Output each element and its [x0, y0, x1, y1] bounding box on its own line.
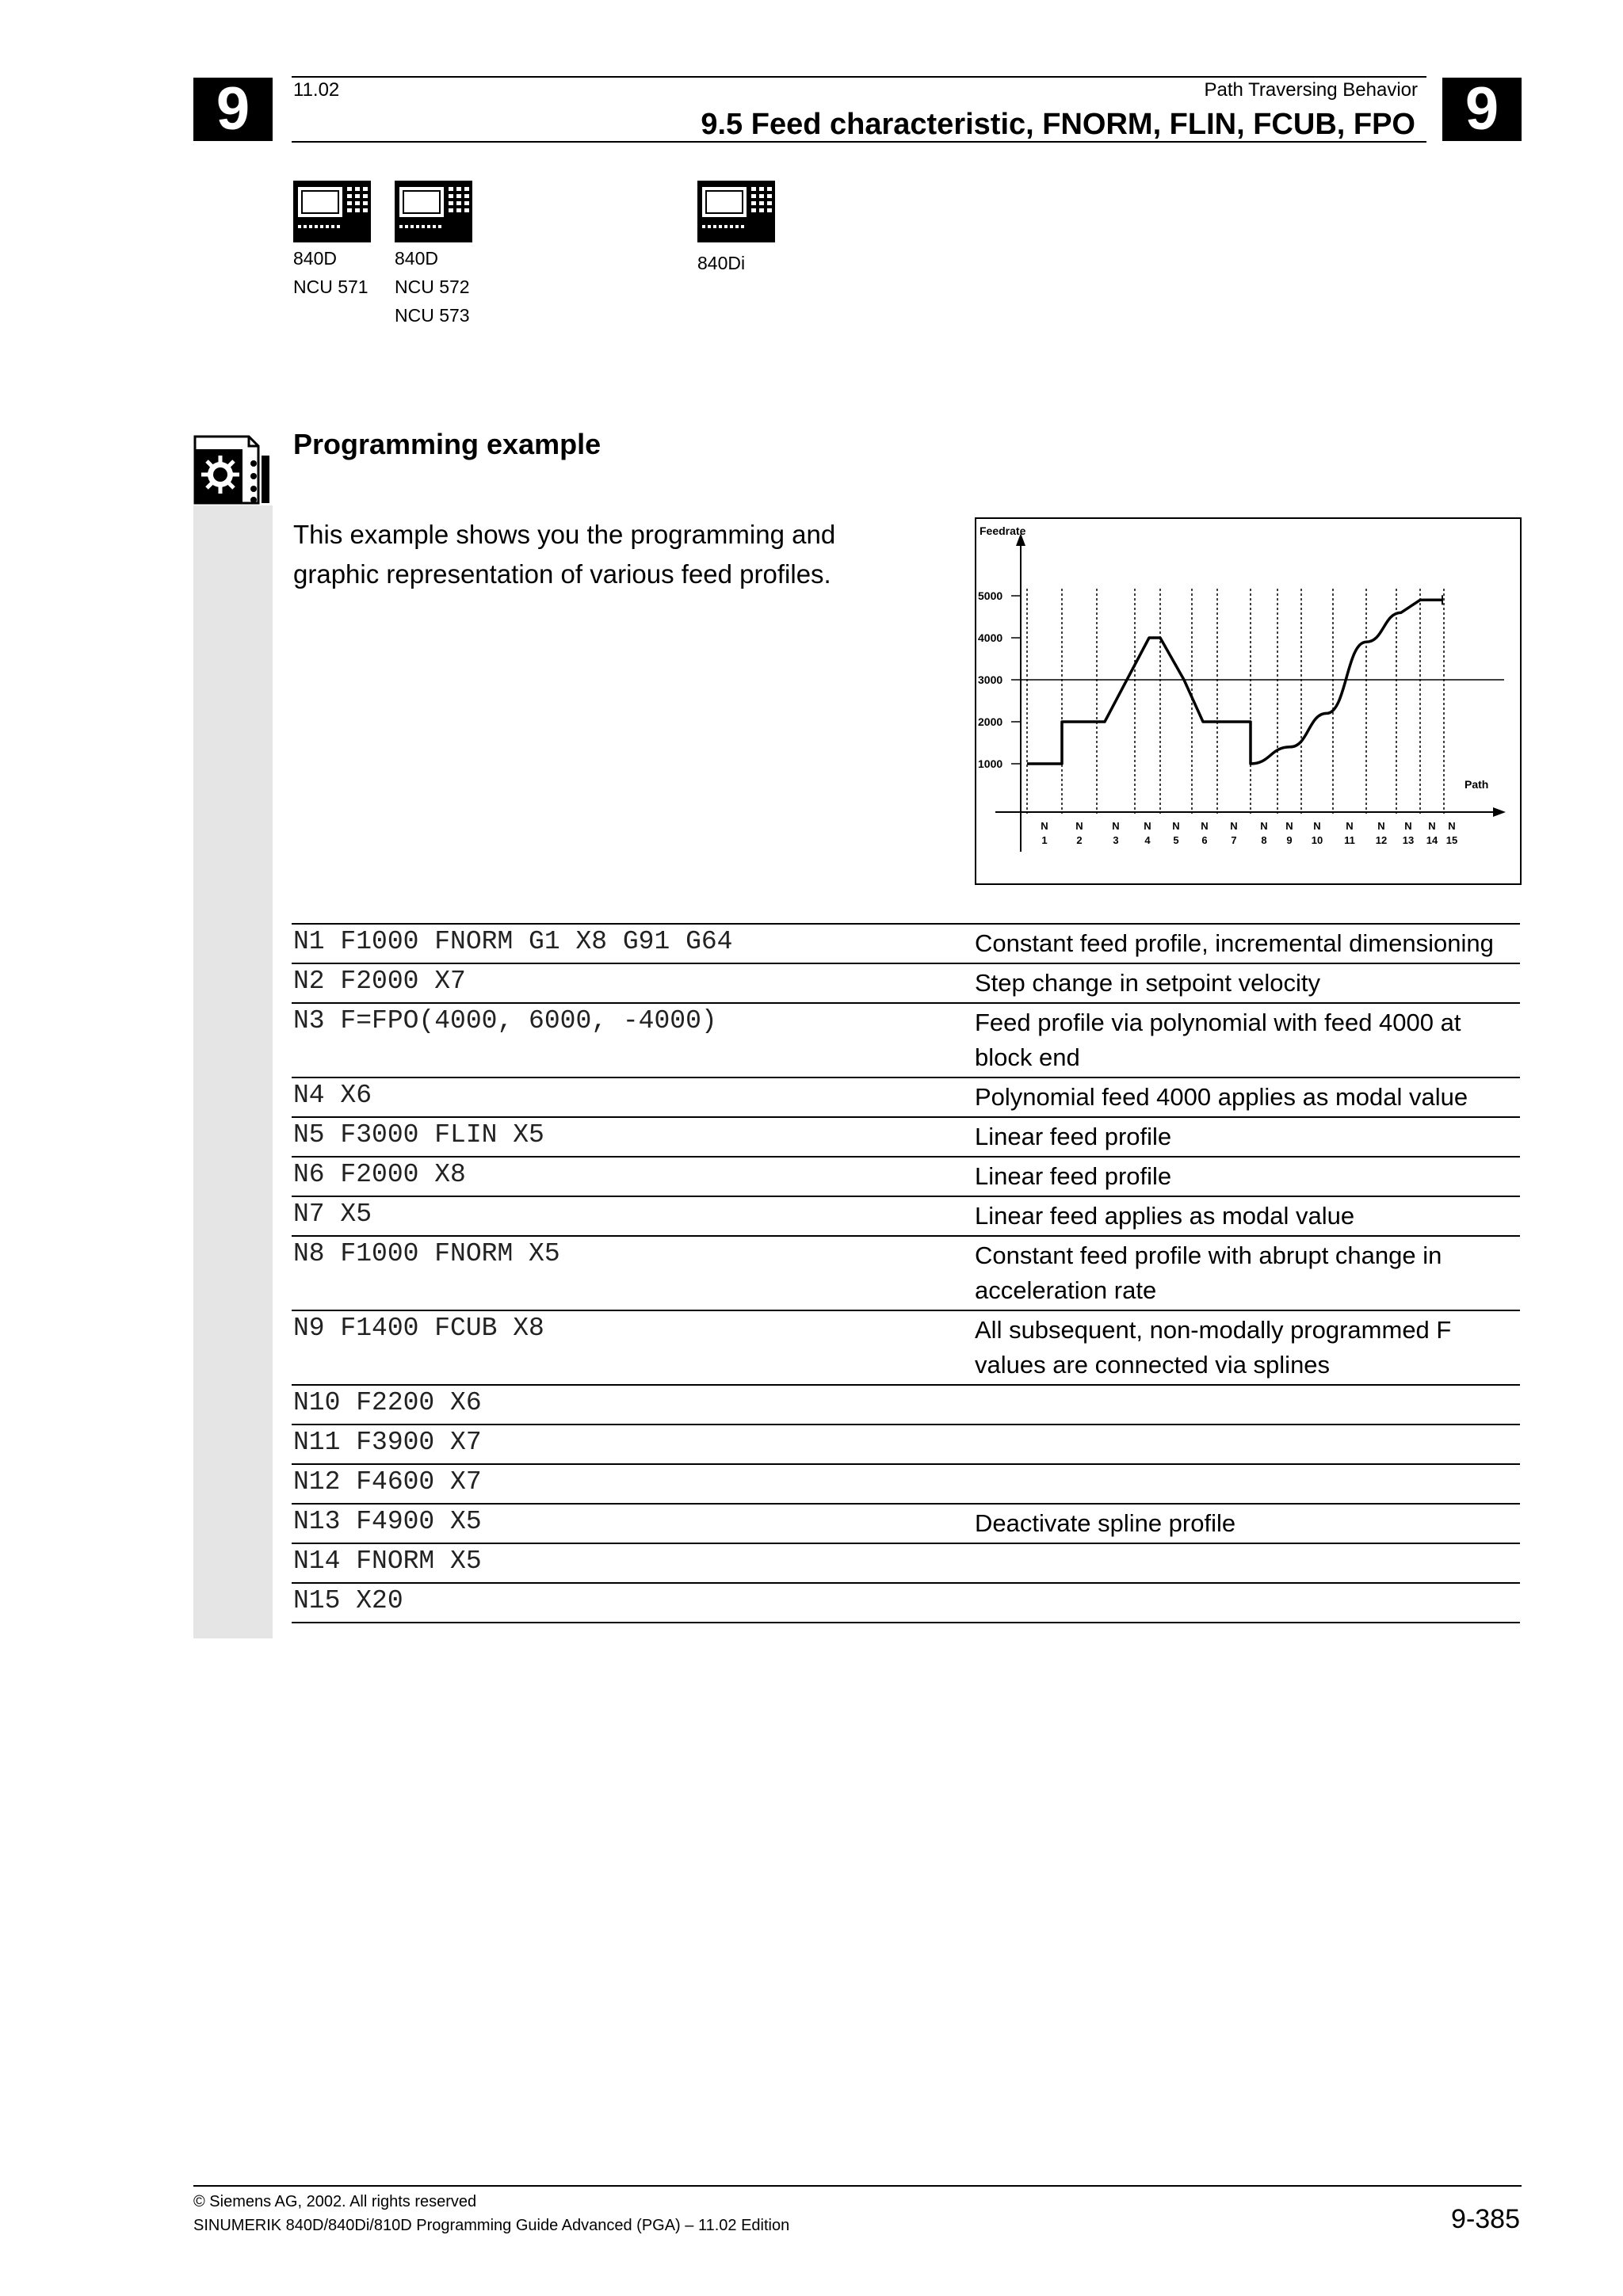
- table-row: [292, 1116, 1520, 1156]
- control-label-line: NCU 571: [293, 277, 369, 297]
- block-label-n: N: [1448, 820, 1456, 832]
- table-row: [292, 1002, 1520, 1077]
- program-description: Constant feed profile, incremental dimensioning: [975, 929, 1494, 957]
- control-label-line: NCU 573: [395, 305, 470, 326]
- block-label-number: 11: [1344, 834, 1355, 846]
- block-label-number: 13: [1402, 834, 1415, 846]
- program-code: N3 F=FPO(4000, 6000, -4000): [293, 1006, 717, 1035]
- program-description: [975, 1584, 1514, 1622]
- program-description: Linear feed profile: [975, 1123, 1172, 1150]
- program-code: N1 F1000 FNORM G1 X8 G91 G64: [293, 927, 733, 956]
- table-row: [292, 1582, 1520, 1623]
- page-number: 9-385: [1451, 2204, 1520, 2234]
- margin-bar: [193, 505, 273, 1638]
- block-label-n: N: [1112, 820, 1120, 832]
- y-tick-label: 3000: [978, 673, 1003, 686]
- block-label-number: 7: [1231, 834, 1237, 846]
- program-description: Linear feed profile: [975, 1162, 1172, 1190]
- block-label-n: N: [1172, 820, 1180, 832]
- table-row: [292, 963, 1520, 1002]
- table-row: [292, 1384, 1520, 1424]
- block-label-number: 15: [1445, 834, 1458, 846]
- programming-example-icon: [193, 432, 273, 505]
- block-label-n: N: [1041, 820, 1048, 832]
- block-label-n: N: [1313, 820, 1321, 832]
- block-label-n: N: [1346, 820, 1354, 832]
- header-section-title: 9.5 Feed characteristic, FNORM, FLIN, FCUB, FPO: [701, 108, 1415, 141]
- table-row: [292, 1077, 1520, 1116]
- block-label-number: 9: [1286, 834, 1293, 846]
- program-code: N9 F1400 FCUB X8: [293, 1314, 544, 1343]
- program-description: Linear feed applies as modal value: [975, 1202, 1355, 1230]
- table-row: [292, 1543, 1520, 1582]
- x-axis-arrow: [1493, 807, 1506, 817]
- y-tick-label: 4000: [978, 631, 1003, 644]
- chapter-number: 9: [1465, 75, 1499, 143]
- block-label-n: N: [1404, 820, 1412, 832]
- block-label-number: 5: [1173, 834, 1179, 846]
- program-code: N7 X5: [293, 1199, 372, 1229]
- program-code: N5 F3000 FLIN X5: [293, 1120, 544, 1150]
- program-code: N14 FNORM X5: [293, 1547, 482, 1576]
- program-table: [292, 923, 1520, 1623]
- block-label-number: 10: [1311, 834, 1323, 846]
- program-description: [975, 1465, 1514, 1503]
- program-description: Polynomial feed 4000 applies as modal value: [975, 1083, 1468, 1111]
- x-axis-label: Path: [1465, 778, 1489, 791]
- chapter-number: 9: [216, 75, 250, 143]
- program-code: N11 F3900 X7: [293, 1428, 482, 1457]
- header-rule-bottom: [292, 141, 1426, 143]
- block-label-n: N: [1428, 820, 1436, 832]
- program-description: Feed profile via polynomial with feed 4000 at block end: [975, 1009, 1461, 1071]
- table-row: [292, 1503, 1520, 1543]
- table-row: [292, 923, 1520, 963]
- program-code: N8 F1000 FNORM X5: [293, 1239, 560, 1268]
- program-code: N13 F4900 X5: [293, 1507, 482, 1536]
- program-code: N10 F2200 X6: [293, 1388, 482, 1417]
- control-label-line: 840D: [395, 248, 438, 269]
- program-description: [975, 1425, 1514, 1463]
- block-label-n: N: [1285, 820, 1293, 832]
- control-label-line: NCU 572: [395, 277, 470, 297]
- control-panel-icon: [395, 181, 472, 242]
- header-rule-top: [292, 76, 1426, 78]
- control-label: [697, 249, 745, 277]
- block-label-n: N: [1260, 820, 1268, 832]
- program-description: Constant feed profile with abrupt change in acceleration rate: [975, 1241, 1442, 1304]
- program-code: N6 F2000 X8: [293, 1160, 466, 1189]
- chapter-number-box-left: [193, 75, 273, 143]
- y-axis-label: Feedrate: [980, 524, 1026, 537]
- control-panel-icon: [697, 181, 775, 242]
- block-label-number: 1: [1041, 834, 1048, 846]
- y-tick-label: 2000: [978, 715, 1003, 728]
- control-label: [293, 244, 369, 301]
- block-label-n: N: [1075, 820, 1083, 832]
- program-code: N4 X6: [293, 1081, 372, 1110]
- block-label-number: 3: [1113, 834, 1119, 846]
- header-date: 11.02: [293, 79, 340, 101]
- block-label-number: 8: [1261, 834, 1267, 846]
- block-label-number: 12: [1375, 834, 1388, 846]
- feedrate-chart-svg: [976, 519, 1520, 883]
- table-row: [292, 1310, 1520, 1384]
- feed-profile-line: [1027, 600, 1442, 764]
- control-panel-icon: [293, 181, 371, 242]
- program-description: Step change in setpoint velocity: [975, 969, 1320, 997]
- program-code: N15 X20: [293, 1586, 403, 1615]
- program-code: N2 F2000 X7: [293, 967, 466, 996]
- header-chapter-title: Path Traversing Behavior: [1204, 79, 1418, 101]
- block-label-n: N: [1201, 820, 1209, 832]
- feedrate-chart: [975, 517, 1522, 885]
- block-label-n: N: [1377, 820, 1385, 832]
- block-label-n: N: [1144, 820, 1151, 832]
- block-label-n: N: [1230, 820, 1238, 832]
- intro-text: This example shows you the programming and graphic representation of various feed profiles.: [293, 520, 836, 589]
- footer-rule: [193, 2185, 1522, 2187]
- program-code: N12 F4600 X7: [293, 1467, 482, 1497]
- y-tick-label: 5000: [978, 589, 1003, 602]
- program-description: All subsequent, non-modally programmed F values are connected via splines: [975, 1316, 1452, 1379]
- table-row: [292, 1156, 1520, 1196]
- footer-copyright: © Siemens AG, 2002. All rights reserved: [193, 2193, 477, 2210]
- program-description: Deactivate spline profile: [975, 1509, 1236, 1537]
- control-label: [395, 244, 470, 330]
- control-label-line: 840Di: [697, 253, 746, 273]
- chapter-number-box-right: [1442, 75, 1522, 143]
- program-description: [975, 1544, 1514, 1582]
- section-heading: Programming example: [293, 428, 601, 460]
- table-row: [292, 1235, 1520, 1310]
- block-label-number: 14: [1426, 834, 1438, 846]
- table-row: [292, 1463, 1520, 1503]
- table-row: [292, 1424, 1520, 1463]
- block-label-number: 4: [1144, 834, 1151, 846]
- y-tick-label: 1000: [978, 757, 1003, 770]
- table-row: [292, 1196, 1520, 1235]
- block-label-number: 2: [1076, 834, 1083, 846]
- block-label-number: 6: [1201, 834, 1208, 846]
- program-description: [975, 1386, 1514, 1424]
- footer-publication: SINUMERIK 840D/840Di/810D Programming Guide Advanced (PGA) – 11.02 Edition: [193, 2217, 790, 2234]
- control-label-line: 840D: [293, 248, 337, 269]
